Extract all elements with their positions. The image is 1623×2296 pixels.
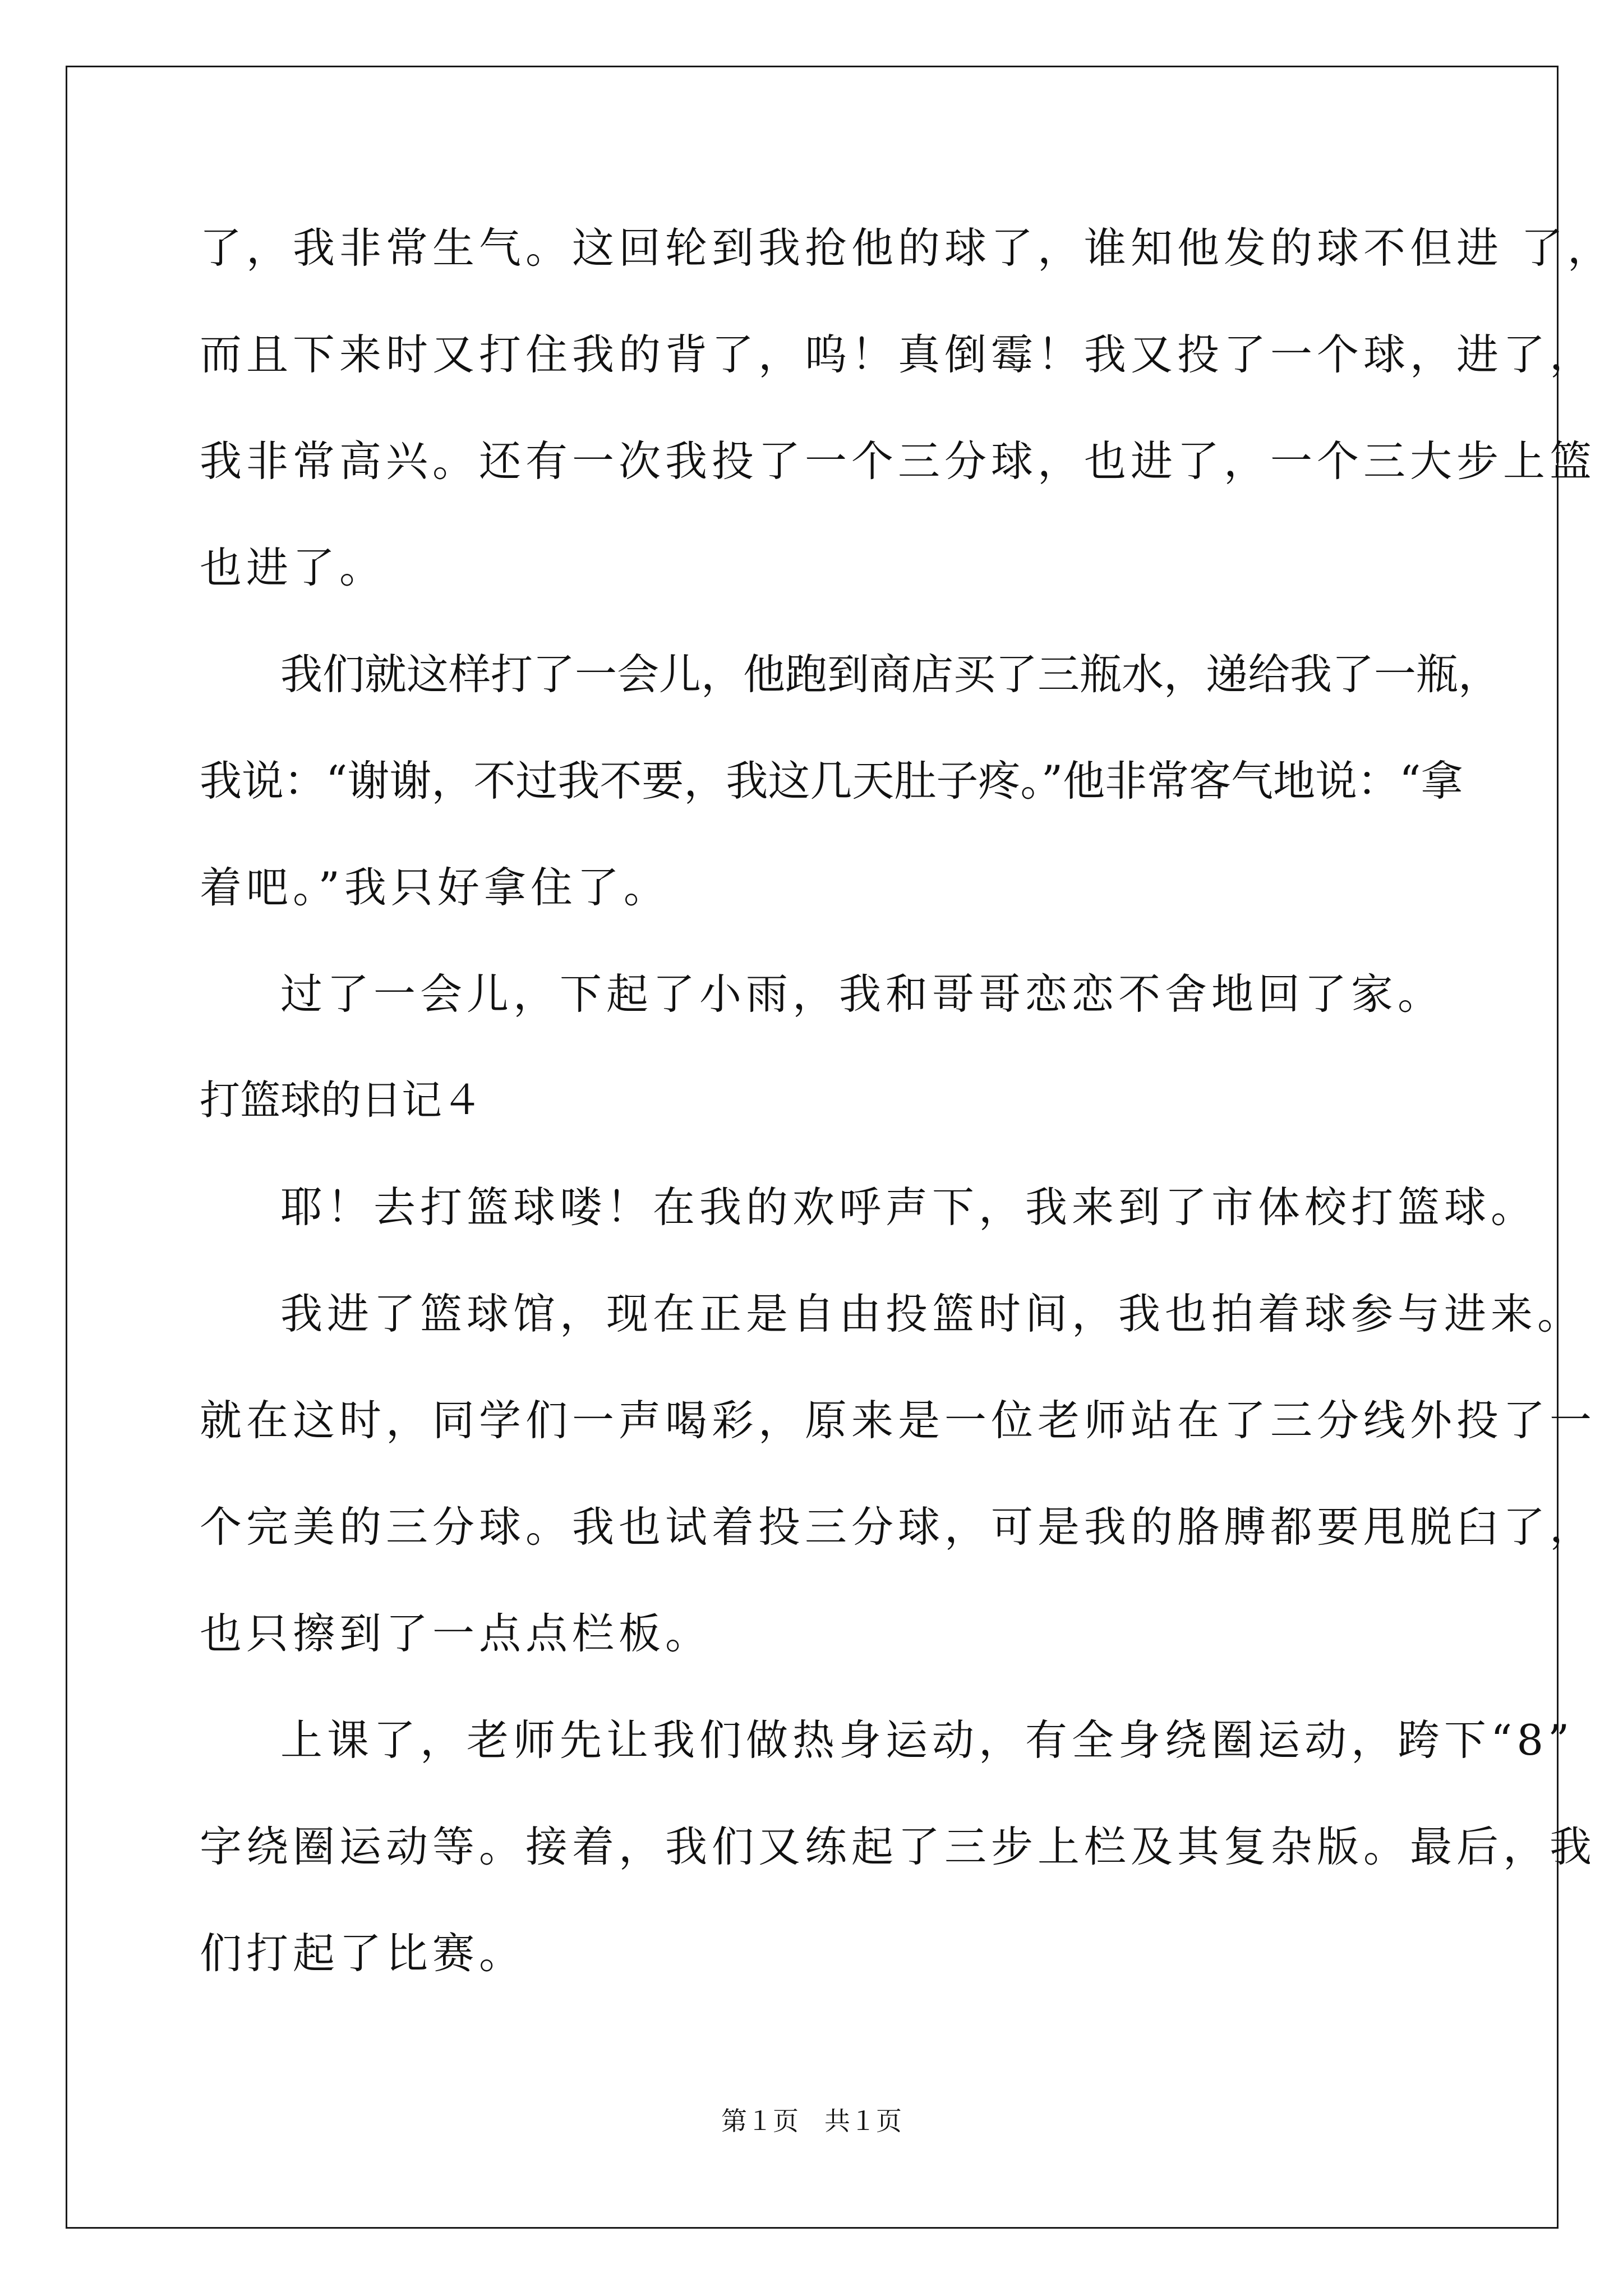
paragraph-start: 过了一会儿，下起了小雨，我和哥哥恋恋不舍地回了家。 bbox=[280, 969, 1445, 1019]
text-line: 着吧。”我只好拿住了。 bbox=[200, 863, 670, 912]
text-line: 就在这时，同学们一声喝彩，原来是一位老师站在了三分线外投了一 bbox=[200, 1396, 1597, 1445]
text-line: 了，我非常生气。这回轮到我抢他的球了，谁知他发的球不但进 了， bbox=[200, 223, 1614, 273]
paragraph-start: 我们就这样打了一会儿，他跑到商店买了三瓶水，递给我了一瓶， bbox=[280, 650, 1501, 699]
paragraph-start: 我进了篮球馆，现在正是自由投篮时间，我也拍着球参与进来。 bbox=[280, 1289, 1584, 1338]
text-line: 也进了。 bbox=[200, 543, 386, 592]
text-line: 个完美的三分球。我也试着投三分球，可是我的胳膊都要甩脱臼了， bbox=[200, 1502, 1597, 1552]
text-line: 而且下来时又打住我的背了，呜！真倒霉！我又投了一个球，进了， bbox=[200, 330, 1597, 379]
page-border bbox=[66, 66, 1614, 2229]
page-number: 第１页 共１页 bbox=[721, 2106, 902, 2136]
text-line: 我非常高兴。还有一次我投了一个三分球，也进了，一个三大步上篮 bbox=[200, 436, 1597, 486]
text-line: 字绕圈运动等。接着，我们又练起了三步上栏及其复杂版。最后，我 bbox=[200, 1822, 1597, 1871]
text-line: 也只擦到了一点点栏板。 bbox=[200, 1609, 712, 1658]
section-heading: 打篮球的日记４ bbox=[200, 1076, 483, 1124]
text-line: 们打起了比赛。 bbox=[200, 1929, 526, 1978]
paragraph-start: 耶！去打篮球喽！在我的欢呼声下，我来到了市体校打篮球。 bbox=[280, 1182, 1538, 1232]
text-line: 我说：“谢谢，不过我不要，我这几天肚子疼。”他非常客气地说：“拿 bbox=[200, 756, 1463, 806]
paragraph-start: 上课了，老师先让我们做热身运动，有全身绕圈运动，跨下“8” bbox=[280, 1715, 1574, 1765]
